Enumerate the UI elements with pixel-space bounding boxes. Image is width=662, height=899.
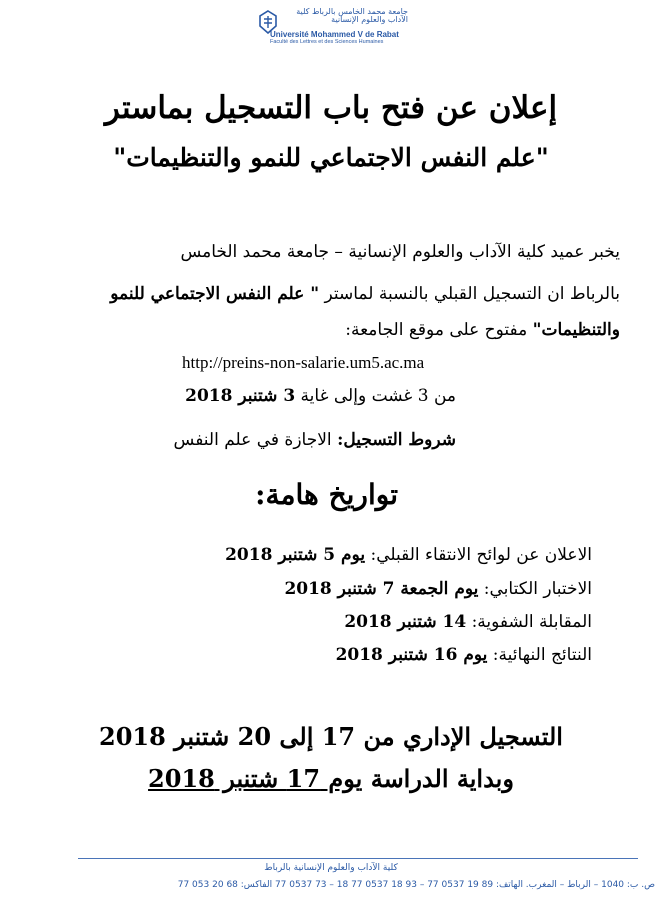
study-start-date: يوم 17 شتنبر 2018 <box>148 764 363 793</box>
body-line-3 <box>70 320 620 340</box>
logo-french-name: Université Mohammed V de Rabat <box>270 30 399 39</box>
date-item-value: 14 شتنبر 2018 <box>344 612 467 632</box>
body-line-2 <box>70 284 620 304</box>
date-item <box>336 645 592 665</box>
date-item-label: الاختبار الكتابي: <box>478 579 592 599</box>
registration-conditions <box>174 430 456 450</box>
footer-faculty-name: كلية الآداب والعلوم الإنسانية بالرباط <box>264 863 398 873</box>
master-name: "علم النفس الاجتماعي للنمو والتنظيمات" <box>113 143 549 172</box>
master-name-inline-end: والتنظيمات" <box>532 320 620 340</box>
body-line-1 <box>70 242 620 262</box>
conditions-label: شروط التسجيل: <box>337 430 456 450</box>
date-item-label: النتائج النهائية: <box>487 645 592 665</box>
admin-registration-period: التسجيل الإداري من 17 إلى 20 شتنبر 2018 <box>99 722 563 751</box>
period-end-date: 3 شتنبر 2018 <box>185 386 296 406</box>
date-item <box>344 612 592 632</box>
study-start <box>0 764 662 793</box>
body-line-3-text: مفتوح على موقع الجامعة: <box>345 320 533 340</box>
registration-url[interactable]: http://preins-non-salarie.um5.ac.ma <box>182 353 425 372</box>
body-line-2-text: بالرباط ان التسجيل القبلي بالنسبة لماستر <box>319 284 620 304</box>
important-dates-heading: تواريخ هامة: <box>255 478 398 511</box>
date-item-value: يوم الجمعة 7 شتنبر 2018 <box>284 579 479 599</box>
logo-french-faculty: Faculté des Lettres et des Sciences Humaines <box>270 39 384 45</box>
date-item <box>284 579 592 599</box>
study-start-text: وبداية الدراسة <box>362 764 514 793</box>
footer-divider <box>78 858 638 859</box>
logo-arabic-text: جامعة محمد الخامس بالرباط كلية الآداب والعلوم الإنسانية <box>296 7 408 24</box>
body-line-1-text: يخبر عميد كلية الآداب والعلوم الإنسانية – جامعة محمد الخامس <box>180 242 620 262</box>
date-item-value: يوم 5 شتنبر 2018 <box>225 545 366 565</box>
date-item-value: يوم 16 شتنبر 2018 <box>335 645 488 665</box>
university-logo <box>258 8 408 48</box>
period-start-text: من 3 غشت وإلى غاية <box>295 386 456 406</box>
date-item-label: الاعلان عن لوائح الانتقاء القبلي: <box>365 545 592 565</box>
master-name-inline: " علم النفس الاجتماعي للنمو <box>110 284 320 304</box>
registration-period <box>185 386 456 406</box>
announcement-title: إعلان عن فتح باب التسجيل بماستر <box>104 90 558 126</box>
footer-contact-details: ص. ب: 1040 – الرباط – المغرب. الهاتف: 89 19 0537 77 – 93 18 0537 77 18 – 73 0537 77 الفاكس: 68 20 053 77 <box>177 880 655 890</box>
conditions-value: الاجازة في علم النفس <box>173 430 338 450</box>
date-item <box>225 545 592 565</box>
date-item-label: المقابلة الشفوية: <box>466 612 592 632</box>
